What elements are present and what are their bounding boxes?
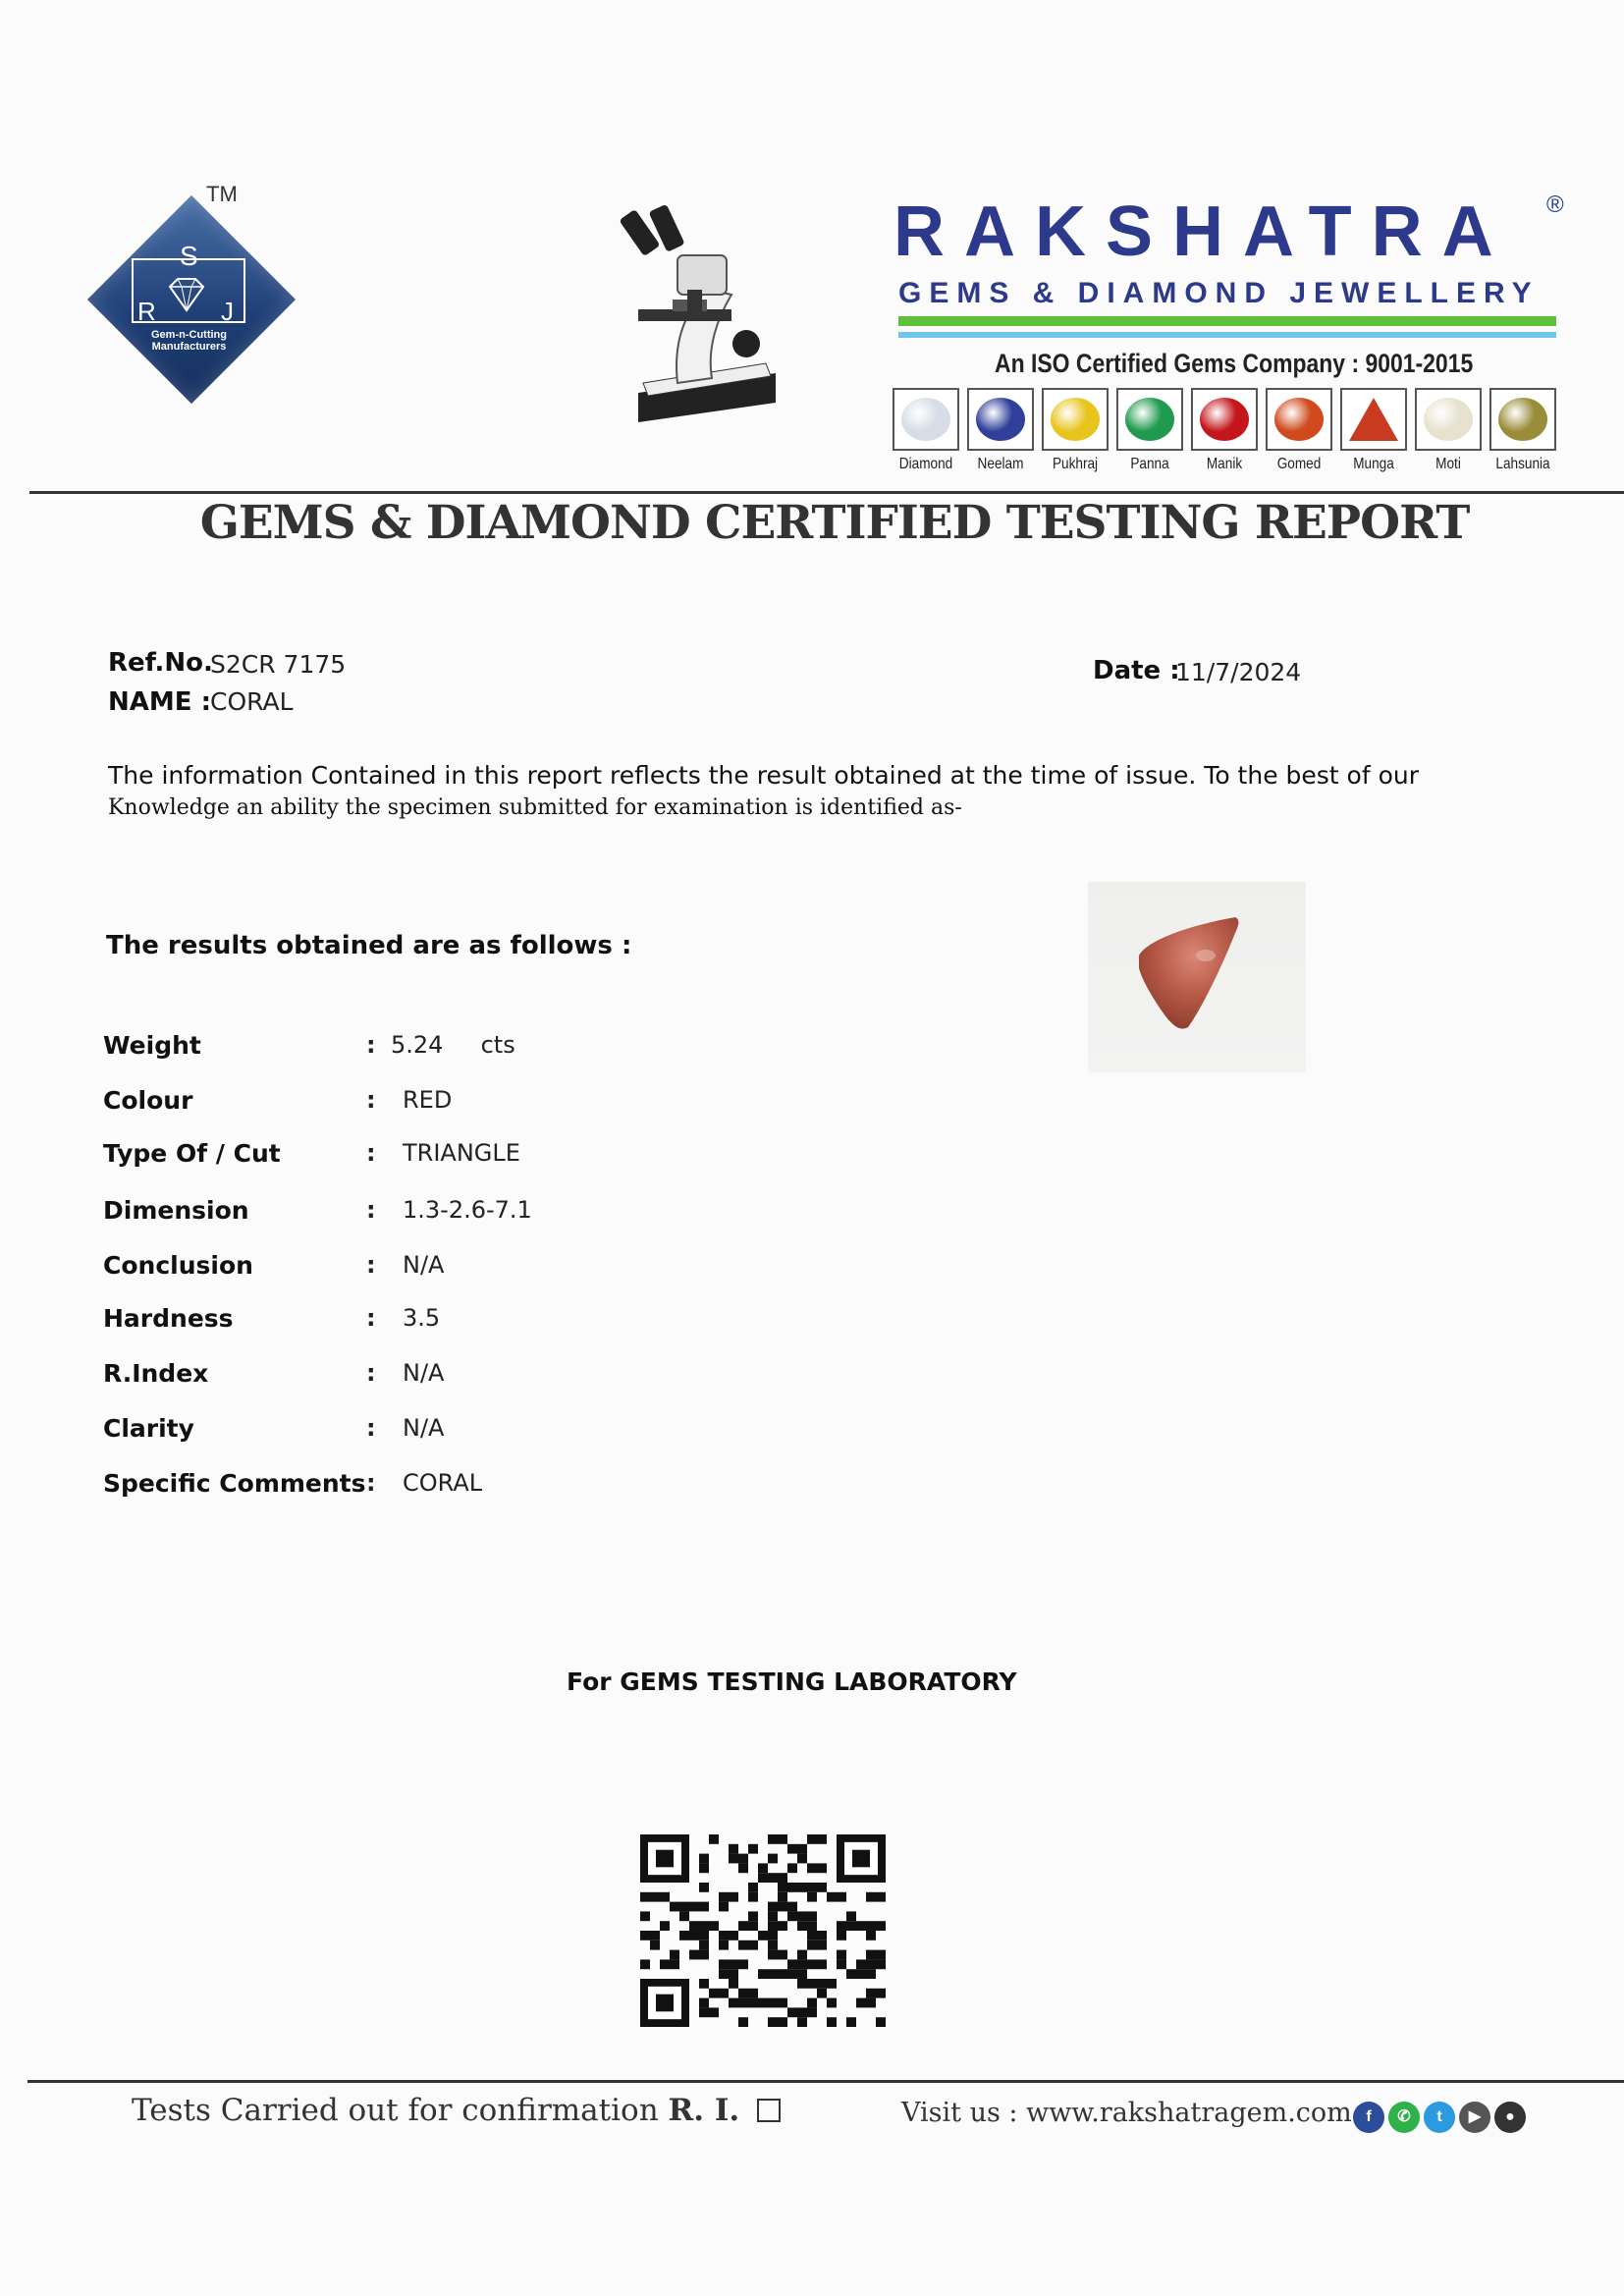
youtube-icon[interactable]: ▶ — [1459, 2102, 1490, 2133]
report-title: GEMS & DIAMOND CERTIFIED TESTING REPORT — [199, 496, 1470, 550]
logo-letter-s: S — [180, 241, 198, 271]
gem-lahsunia-icon — [1498, 398, 1547, 441]
result-row-clarity — [103, 1414, 790, 1453]
brand-blue-bar — [898, 332, 1556, 338]
result-row-conclusion — [103, 1251, 790, 1290]
lab-signature-label: For GEMS TESTING LABORATORY — [567, 1667, 1017, 1696]
gem-item-pukhraj — [1038, 388, 1112, 473]
gem-strip — [889, 388, 1561, 476]
name-label: NAME : — [108, 687, 211, 717]
result-value: N/A — [403, 1359, 445, 1387]
header-divider — [29, 491, 1624, 494]
ref-no-label: Ref.No. — [108, 648, 213, 678]
name-value: CORAL — [210, 687, 294, 716]
result-value: TRIANGLE — [403, 1139, 520, 1167]
gem-swatch-box — [1042, 388, 1109, 451]
result-colon: : — [366, 1414, 376, 1442]
result-colon: : — [366, 1196, 376, 1224]
result-colon: : — [366, 1139, 376, 1167]
gem-panna-icon — [1125, 398, 1174, 441]
gem-item-munga — [1336, 388, 1411, 473]
twitter-icon[interactable]: t — [1424, 2102, 1455, 2133]
ref-no-value: S2CR 7175 — [210, 650, 347, 679]
tests-checkbox[interactable] — [757, 2099, 781, 2122]
facebook-icon[interactable]: f — [1353, 2102, 1384, 2133]
date-label: Date : — [1093, 656, 1180, 685]
result-key: Specific Comments — [103, 1469, 366, 1498]
gem-moti-icon — [1424, 398, 1473, 441]
gem-swatch-box — [893, 388, 959, 451]
gem-diamond-icon — [901, 398, 950, 441]
result-key: Clarity — [103, 1414, 194, 1443]
result-value: 1.3-2.6-7.1 — [403, 1196, 532, 1224]
gem-swatch-box — [1116, 388, 1183, 451]
gem-item-diamond — [889, 388, 963, 473]
intro-text-line1: The information Contained in this report reflects the result obtained at the time of issue. To the best of our — [108, 761, 1420, 790]
gem-gomed-icon — [1274, 398, 1324, 441]
result-value: RED — [403, 1086, 453, 1114]
result-key: Weight — [103, 1031, 201, 1060]
result-colon: : — [366, 1359, 376, 1387]
result-row-dimension — [103, 1196, 790, 1235]
gem-pukhraj-icon — [1051, 398, 1100, 441]
gem-label: Gomed — [1276, 456, 1322, 472]
tests-note — [132, 2093, 781, 2128]
gem-swatch-box — [1340, 388, 1407, 451]
gem-neelam-icon — [976, 398, 1025, 441]
trademark-label: TM — [206, 182, 238, 206]
result-colon: : — [366, 1031, 376, 1059]
gem-label: Panna — [1130, 456, 1169, 472]
result-value: CORAL — [403, 1469, 483, 1497]
result-key: Colour — [103, 1086, 193, 1115]
logo-letter-j: J — [221, 297, 234, 326]
social-icons — [1353, 2102, 1530, 2135]
intro-text-line2: Knowledge an ability the specimen submitted for examination is identified as- — [108, 795, 962, 820]
gem-swatch-box — [967, 388, 1034, 451]
gem-item-panna — [1112, 388, 1187, 473]
gem-munga-icon — [1349, 398, 1398, 441]
logo-frame-lines — [131, 257, 246, 324]
result-row-weight — [103, 1031, 790, 1070]
gem-item-gomed — [1262, 388, 1336, 473]
result-colon: : — [366, 1304, 376, 1332]
result-value: 5.24 cts — [391, 1031, 515, 1059]
result-value: N/A — [403, 1414, 445, 1442]
gem-swatch-box — [1266, 388, 1332, 451]
result-row-specific-comments — [103, 1469, 790, 1508]
gem-manik-icon — [1200, 398, 1249, 441]
result-row-hardness — [103, 1304, 790, 1343]
gem-swatch-box — [1191, 388, 1258, 451]
result-key: Hardness — [103, 1304, 234, 1333]
tests-code: R. I. — [668, 2093, 740, 2128]
brand-title: RAKSHATRA — [893, 192, 1513, 271]
iso-certification: An ISO Certified Gems Company : 9001-2015 — [995, 349, 1474, 378]
gem-label: Lahsunia — [1495, 456, 1550, 472]
result-key: Dimension — [103, 1196, 249, 1225]
result-row-colour — [103, 1086, 790, 1125]
brand-green-bar — [898, 316, 1556, 326]
result-colon: : — [366, 1469, 376, 1497]
microscope-icon — [619, 201, 785, 432]
logo-letter-r: R — [137, 297, 156, 326]
gem-label: Diamond — [898, 456, 953, 472]
result-colon: : — [366, 1251, 376, 1279]
tests-text: Tests Carried out for confirmation — [132, 2093, 659, 2128]
logo-subtitle-line1: Gem-n-Cutting — [151, 329, 227, 341]
logo-subtitle-line2: Manufacturers — [151, 341, 227, 353]
website-link[interactable]: Visit us : www.rakshatragem.com — [901, 2098, 1352, 2128]
company-logo — [83, 196, 295, 417]
result-value: 3.5 — [403, 1304, 441, 1332]
gem-label: Neelam — [977, 456, 1024, 472]
result-row-type-of-cut — [103, 1139, 790, 1178]
brand-subtitle: GEMS & DIAMOND JEWELLERY — [898, 277, 1540, 309]
gem-item-neelam — [963, 388, 1038, 473]
result-key: R.Index — [103, 1359, 209, 1388]
result-value: N/A — [403, 1251, 445, 1279]
result-key: Type Of / Cut — [103, 1139, 281, 1168]
qr-code — [640, 1834, 886, 2027]
gem-item-moti — [1411, 388, 1486, 473]
gem-label: Manik — [1206, 456, 1243, 472]
footer-divider — [27, 2080, 1624, 2083]
gem-item-manik — [1187, 388, 1262, 473]
gem-swatch-box — [1489, 388, 1556, 451]
date-value: 11/7/2024 — [1175, 658, 1302, 686]
gem-label: Moti — [1435, 456, 1461, 472]
result-colon: : — [366, 1086, 376, 1114]
results-heading: The results obtained are as follows : — [106, 931, 632, 960]
gem-label: Pukhraj — [1052, 456, 1099, 472]
whatsapp-icon[interactable]: ✆ — [1388, 2102, 1420, 2133]
gem-item-lahsunia — [1486, 388, 1560, 473]
logo-subtitle — [133, 329, 245, 353]
coral-specimen-image — [1127, 911, 1245, 1034]
registered-mark: ® — [1546, 191, 1564, 218]
gem-label: Munga — [1353, 456, 1394, 472]
gem-swatch-box — [1415, 388, 1482, 451]
apple-icon[interactable]: ● — [1494, 2102, 1526, 2133]
result-key: Conclusion — [103, 1251, 253, 1280]
result-row-r-index — [103, 1359, 790, 1398]
